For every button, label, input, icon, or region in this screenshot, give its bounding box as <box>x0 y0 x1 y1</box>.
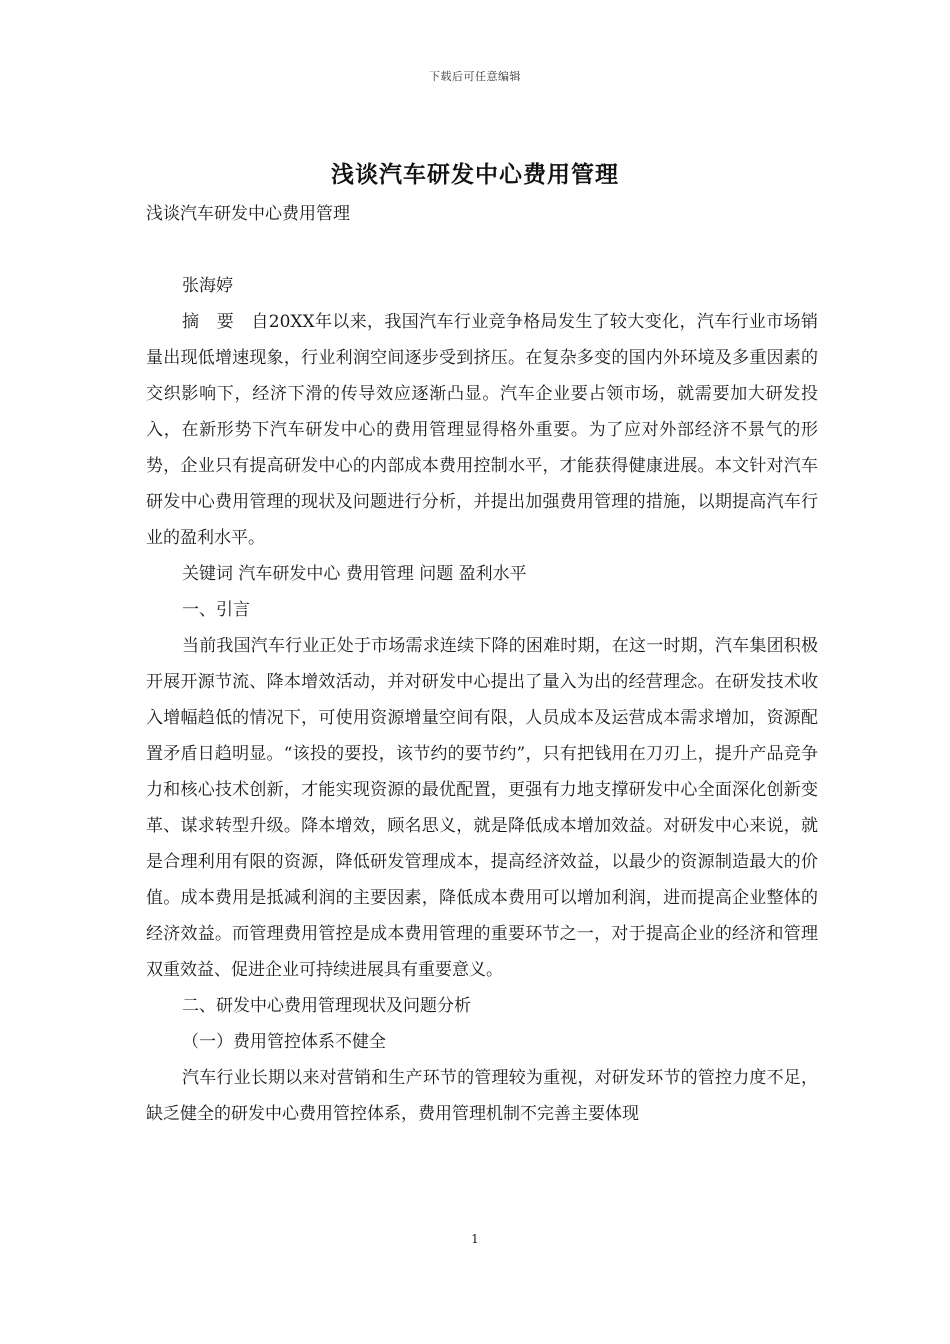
header-note: 下载后可任意编辑 <box>429 70 521 83</box>
author: 张海婷 <box>182 276 233 296</box>
document-title: 浅谈汽车研发中心费用管理 <box>331 161 619 188</box>
section-heading-introduction: 一、引言 <box>182 600 250 620</box>
introduction-paragraph: 当前我国汽车行业正处于市场需求连续下降的困难时期，在这一时期，汽车集团积极开展开源节流、降本增效活动，并对研发中心提出了量入为出的经营理念。在研发技术收入增幅趋低的情况下，可使用资源增量空间有限，人员成本及运营成本需求增加，资源配置矛盾日趋明显。“该投的要投，该节约的要节约”，只有把钱用在刀刃上，提升产品竞争力和核心技术创新，才能实现资源的最优配置，更强有力地支撑研发中心全面深化创新变革、谋求转型升级。降本增效，顾名思义，就是降低成本增加效益。对研发中心来说，就是合理利用有限的资源，降低研发管理成本，提高经济效益，以最少的资源制造最大的价值。成本费用是抵减利润的主要因素，降低成本费用可以增加利润，进而提高企业整体的经济效益。而管理费用管控是成本费用管理的重要环节之一，对于提高企业的经济和管理双重效益、促进企业可持续进展具有重要意义。 <box>146 636 818 980</box>
subsection-heading: （一）费用管控体系不健全 <box>182 1032 386 1052</box>
keywords: 关键词 汽车研发中心 费用管理 问题 盈利水平 <box>182 564 527 584</box>
abstract-paragraph: 摘 要 自20XX年以来，我国汽车行业竞争格局发生了较大变化，汽车行业市场销量出现低增速现象，行业利润空间逐步受到挤压。在复杂多变的国内外环境及多重因素的交织影响下，经济下滑的传导效应逐渐凸显。汽车企业要占领市场，就需要加大研发投入，在新形势下汽车研发中心的费用管理显得格外重要。为了应对外部经济不景气的形势，企业只有提高研发中心的内部成本费用控制水平，才能获得健康进展。本文针对汽车研发中心费用管理的现状及问题进行分析，并提出加强费用管理的措施，以期提高汽车行业的盈利水平。 <box>146 312 818 548</box>
analysis-paragraph: 汽车行业长期以来对营销和生产环节的管理较为重视，对研发环节的管控力度不足，缺乏健全的研发中心费用管控体系，费用管理机制不完善主要体现 <box>146 1068 818 1124</box>
document-body <box>146 196 818 1132</box>
subtitle: 浅谈汽车研发中心费用管理 <box>146 204 350 224</box>
page-number: 1 <box>471 1232 479 1246</box>
section-heading-analysis: 二、研发中心费用管理现状及问题分析 <box>182 996 471 1016</box>
